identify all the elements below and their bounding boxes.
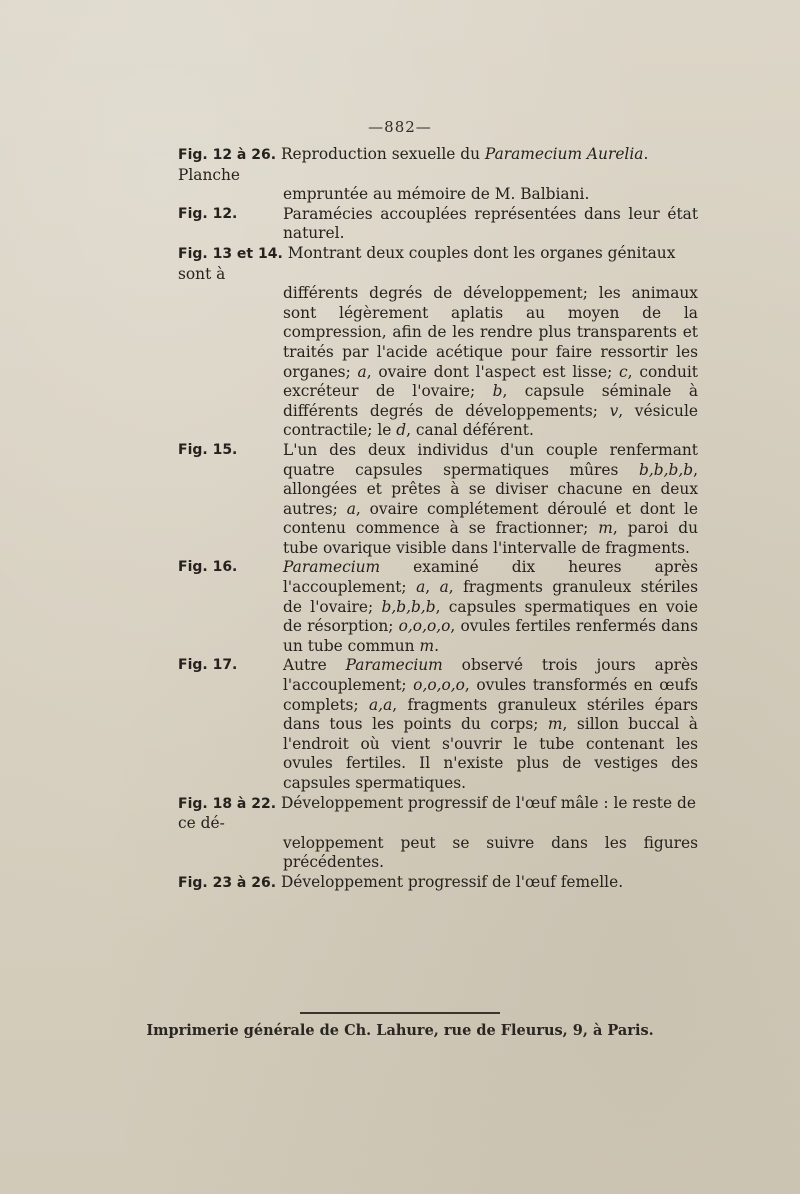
figure-description: Montrant deux couples dont les organes génitaux sont à (178, 243, 676, 283)
figure-label: Fig. 16. (178, 559, 238, 576)
legend-entry (178, 794, 698, 873)
page-number: —882— (368, 118, 432, 136)
figure-label: Fig. 12. (178, 205, 238, 222)
figure-description: L'un des deux individus d'un couple renfermant quatre capsules spermatiques mûres b,b,b,b, allongées et prêtes à se diviser chacune en deux autres; a, ovaire complétement déroulé et dont le contenu commence à se fractionner; m, paroi du tube ovarique visible dans l'intervalle de fragments. (283, 440, 699, 557)
figure-label: Fig. 18 à 22. (178, 795, 277, 812)
figure-label: Fig. 23 à 26. (178, 874, 277, 891)
figure-description: Développement progressif de l'œuf mâle : le reste de ce dé- (178, 793, 696, 833)
figure-label: Fig. 17. (178, 657, 238, 674)
legend-entry (178, 558, 698, 656)
figure-legend (178, 145, 698, 894)
figure-description: Paramécies accouplées représentées dans leur état naturel. (283, 204, 698, 243)
figure-description-continued: veloppement peut se suivre dans les figures précédentes. (283, 833, 698, 872)
figure-label: Fig. 12 à 26. (178, 147, 277, 163)
figure-description: Paramecium examiné dix heures après l'accouplement; a, a, fragments granuleux stériles de l'ovaire; b,b,b,b, capsules spermatiques en voie de résorption; o,o,o,o, ovules fertiles renfermés dans un tube commun m. (283, 558, 698, 655)
legend-entry (178, 205, 698, 244)
legend-entry (178, 145, 698, 205)
figure-description: Reproduction sexuelle du Paramecium Aurelia. Planche (178, 145, 649, 184)
figure-description-continued: différents degrés de développement; les animaux sont légèrement aplatis au moyen de la compression, afin de les rendre plus transparents et traités par l'acide acétique pour faire ressortir les organes; a, ovaire dont l'aspect est lisse; c, conduit excréteur de l'ovaire; b, capsule séminale à différents degrés de développements; v, vésicule contractile; le d, canal déférent. (283, 284, 699, 440)
figure-description-continued: empruntée au mémoire de M. Balbiani. (283, 185, 590, 204)
figure-description: Autre Paramecium observé trois jours après l'accouplement; o,o,o,o, ovules transformés en œufs complets; a,a, fragments granuleux stériles épars dans tous les points du corps; m, sillon buccal à l'endroit où vient s'ouvrir le tube contenant les ovules fertiles. Il n'existe plus de vestiges des capsules spermatiques. (283, 656, 698, 792)
legend-entry (178, 656, 698, 793)
figure-description: Développement progressif de l'œuf femelle. (280, 872, 624, 891)
legend-entry (178, 441, 698, 559)
legend-entry (178, 244, 698, 441)
figure-label: Fig. 15. (178, 441, 238, 458)
legend-entry (178, 873, 698, 894)
printer-imprint: Imprimerie générale de Ch. Lahure, rue de Fleurus, 9, à Paris. (146, 1022, 654, 1039)
footer-rule (300, 1012, 500, 1014)
figure-label: Fig. 13 et 14. (178, 245, 283, 262)
